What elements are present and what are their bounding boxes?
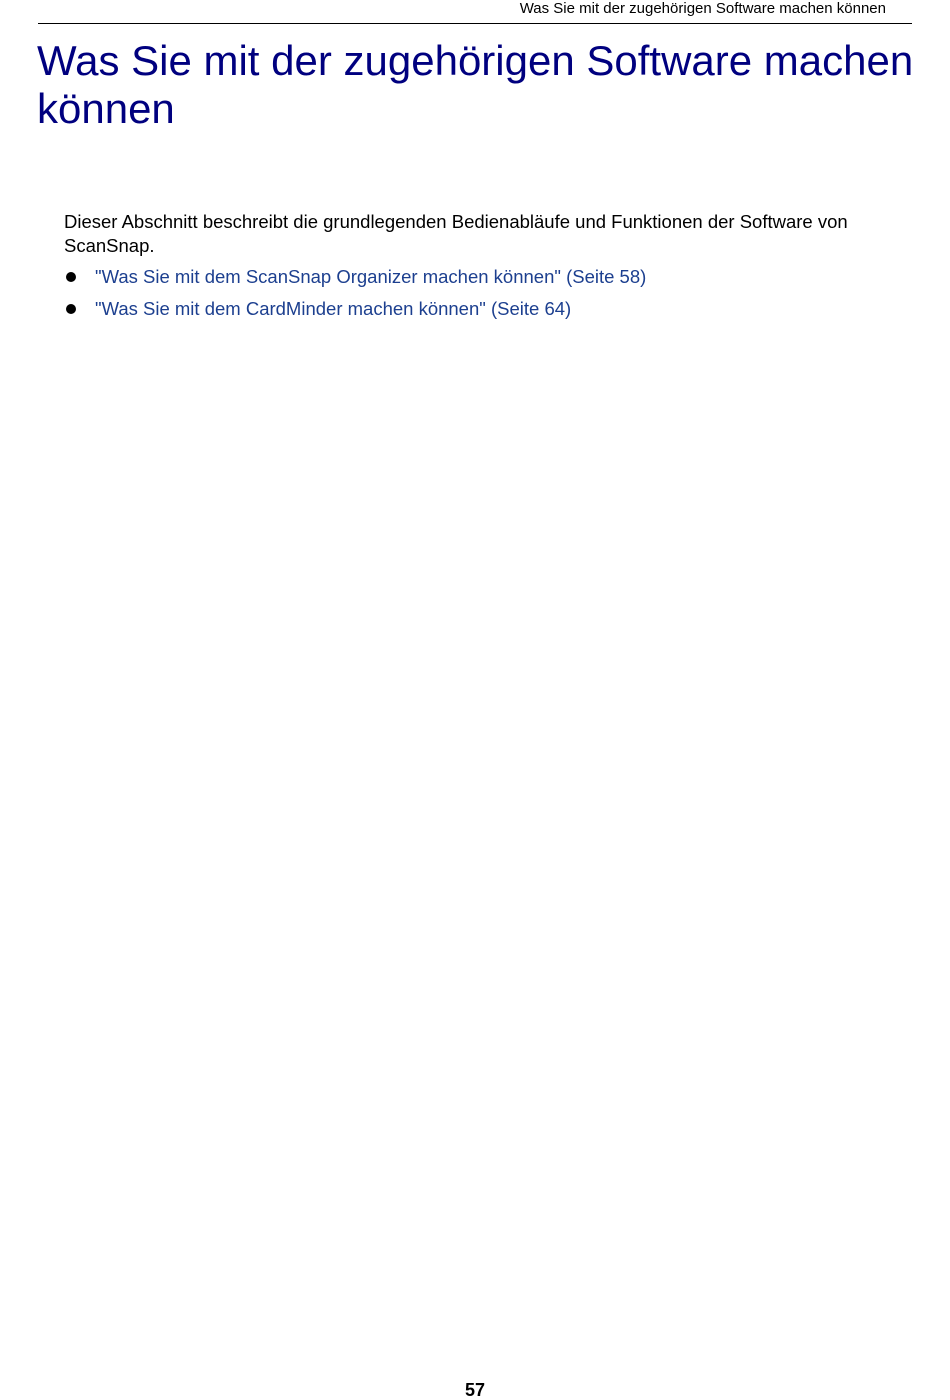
page-number: 57 <box>464 1380 486 1400</box>
running-header-title: Was Sie mit der zugehörigen Software machen können <box>519 0 886 17</box>
bullet-icon <box>66 304 76 314</box>
scansnap-organizer-link[interactable]: "Was Sie mit dem ScanSnap Organizer machen können" (Seite 58) <box>95 266 647 287</box>
running-header <box>38 0 912 24</box>
bullet-icon <box>66 272 76 282</box>
intro-paragraph: Dieser Abschnitt beschreibt die grundlegenden Bedienabläufe und Funktionen der Software von ScanSnap. <box>64 211 848 256</box>
cardminder-link[interactable]: "Was Sie mit dem CardMinder machen können" (Seite 64) <box>95 298 572 319</box>
page-title: Was Sie mit der zugehörigen Software machen können <box>37 37 914 132</box>
